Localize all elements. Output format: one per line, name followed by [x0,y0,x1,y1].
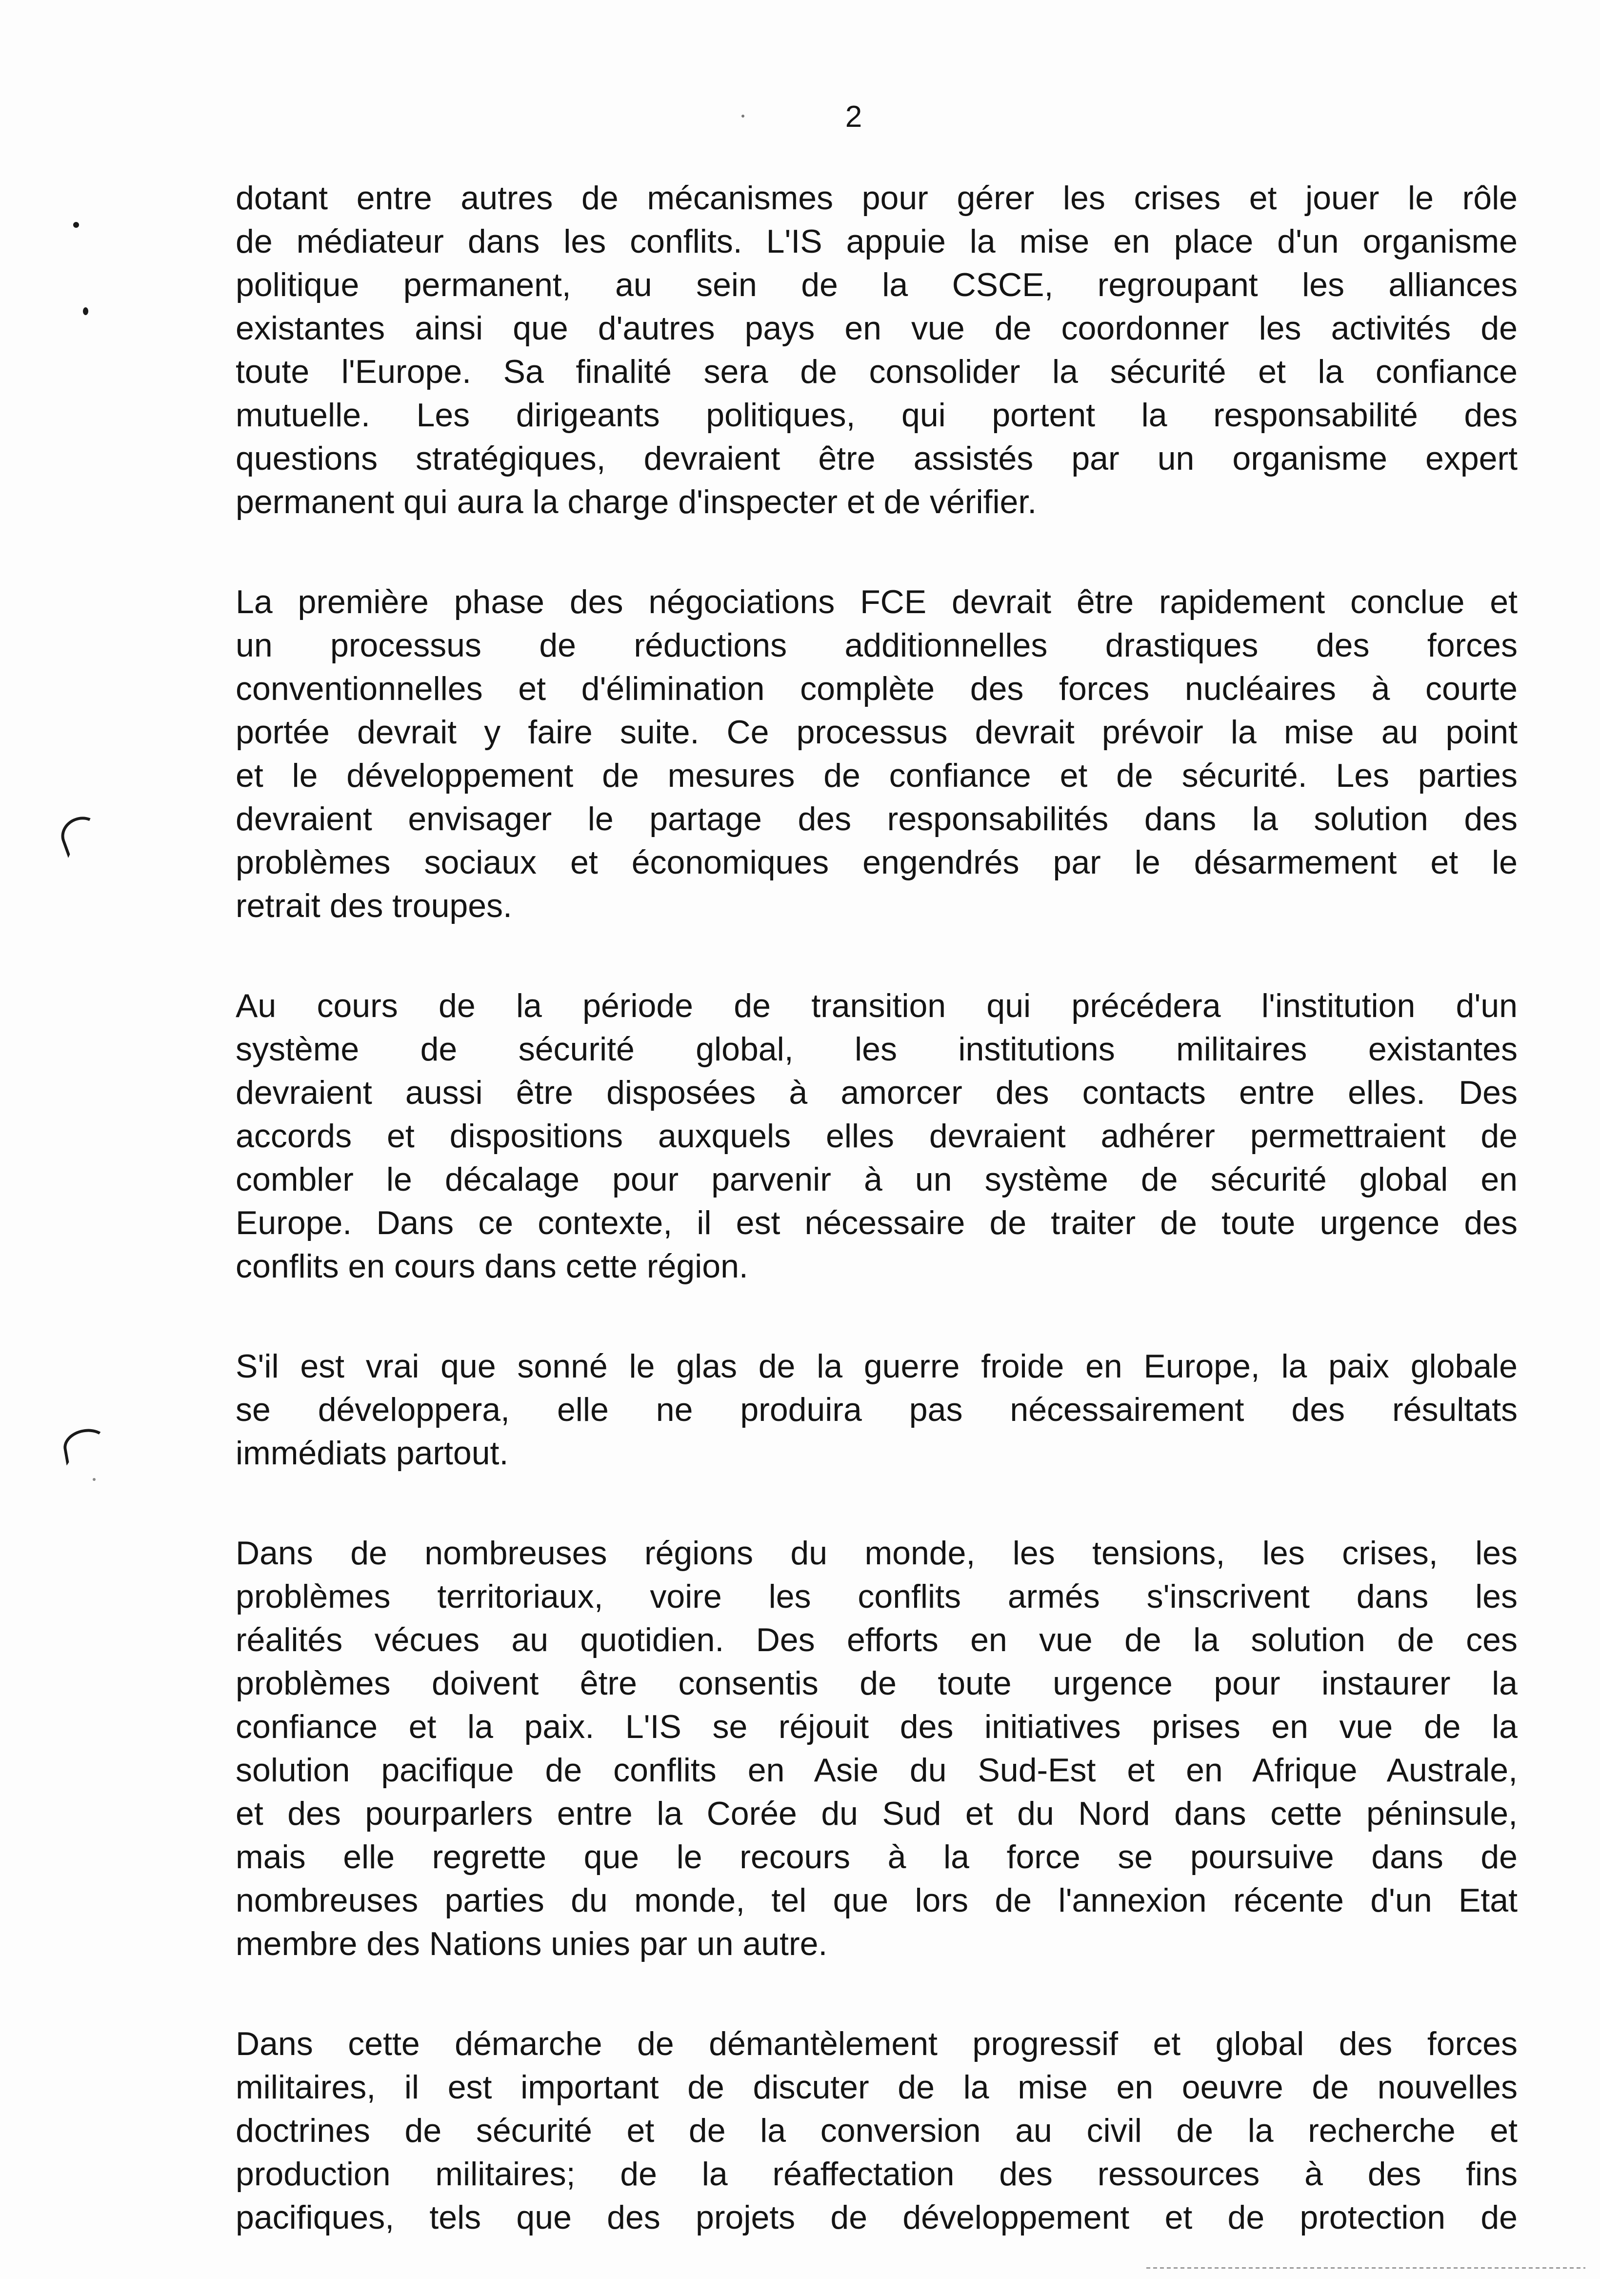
text-line: existantes ainsi que d'autres pays en vue de coordonner les activités de [236,310,1518,347]
paragraph [236,1532,1518,1966]
text-line: devraient envisager le partage des responsabilités dans la solution des [236,800,1518,838]
text-line: combler le décalage pour parvenir à un système de sécurité global en [236,1161,1518,1198]
text-line: La première phase des négociations FCE devrait être rapidement conclue et [236,583,1518,620]
text-line: Dans cette démarche de démantèlement progressif et global des forces [236,2025,1518,2062]
text-line: conflits en cours dans cette région. [236,1248,748,1285]
text-line: problèmes doivent être consentis de toute urgence pour instaurer la [236,1665,1518,1702]
text-line: dotant entre autres de mécanismes pour gérer les crises et jouer le rôle [236,180,1518,217]
text-line: politique permanent, au sein de la CSCE, regroupant les alliances [236,266,1518,303]
text-line: S'il est vrai que sonné le glas de la guerre froide en Europe, la paix globale [236,1348,1518,1385]
text-line: permanent qui aura la charge d'inspecter et de vérifier. [236,483,1037,520]
text-line: membre des Nations unies par un autre. [236,1925,828,1962]
text-line: un processus de réductions additionnelles drastiques des forces [236,627,1518,664]
text-line: de médiateur dans les conflits. L'IS appuie la mise en place d'un organisme [236,223,1518,260]
text-line: problèmes territoriaux, voire les conflits armés s'inscrivent dans les [236,1578,1518,1615]
text-line: immédiats partout. [236,1435,509,1472]
text-line: confiance et la paix. L'IS se réjouit des initiatives prises en vue de la [236,1708,1518,1745]
text-line: se développera, elle ne produira pas nécessairement des résultats [236,1391,1518,1428]
text-line: Dans de nombreuses régions du monde, les tensions, les crises, les [236,1535,1518,1572]
text-line: système de sécurité global, les institutions militaires existantes [236,1031,1518,1068]
text-line: Au cours de la période de transition qui précédera l'institution d'un [236,987,1518,1024]
text-line: problèmes sociaux et économiques engendrés par le désarmement et le [236,844,1518,881]
text-line: mutuelle. Les dirigeants politiques, qui portent la responsabilité des [236,397,1518,434]
punch-hole-mark [61,1426,111,1466]
scan-speck [93,1478,96,1481]
text-line: mais elle regrette que le recours à la force se poursuive dans de [236,1838,1518,1876]
text-line: portée devrait y faire suite. Ce processus devrait prévoir la mise au point [236,714,1518,751]
text-line: pacifiques, tels que des projets de développement et de protection de [236,2199,1518,2236]
text-line: questions stratégiques, devraient être assistés par un organisme expert [236,440,1518,477]
text-line: doctrines de sécurité et de la conversion au civil de la recherche et [236,2112,1518,2149]
text-line: et des pourparlers entre la Corée du Sud et du Nord dans cette péninsule, [236,1795,1518,1832]
text-line: production militaires; de la réaffectation des ressources à des fins [236,2156,1518,2193]
paragraph [236,580,1518,928]
text-line: Europe. Dans ce contexte, il est nécessaire de traiter de toute urgence des [236,1204,1518,1241]
text-line: solution pacifique de conflits en Asie du Sud-Est et en Afrique Australe, [236,1752,1518,1789]
paragraph [236,177,1518,524]
document-body [236,177,1518,2296]
text-line: nombreuses parties du monde, tel que lors de l'annexion récente d'un Etat [236,1882,1518,1919]
text-line: retrait des troupes. [236,887,512,924]
scan-speck [741,115,744,118]
text-line: et le développement de mesures de confiance et de sécurité. Les parties [236,757,1518,794]
punch-hole-mark [56,811,106,858]
text-line: devraient aussi être disposées à amorcer des contacts entre elles. Des [236,1074,1518,1111]
paragraph [236,984,1518,1288]
paragraph [236,2022,1518,2239]
scan-speck [83,307,88,315]
text-line: toute l'Europe. Sa finalité sera de consolider la sécurité et la confiance [236,353,1518,390]
text-line: militaires, il est important de discuter de la mise en oeuvre de nouvelles [236,2069,1518,2106]
text-line: accords et dispositions auxquels elles devraient adhérer permettraient de [236,1118,1518,1155]
page-edge-rule [1146,2267,1585,2269]
scan-speck [73,222,79,228]
page-number: 2 [845,100,862,134]
paragraph [236,1345,1518,1475]
text-line: conventionnelles et d'élimination complète des forces nucléaires à courte [236,670,1518,707]
text-line: réalités vécues au quotidien. Des efforts en vue de la solution de ces [236,1621,1518,1658]
